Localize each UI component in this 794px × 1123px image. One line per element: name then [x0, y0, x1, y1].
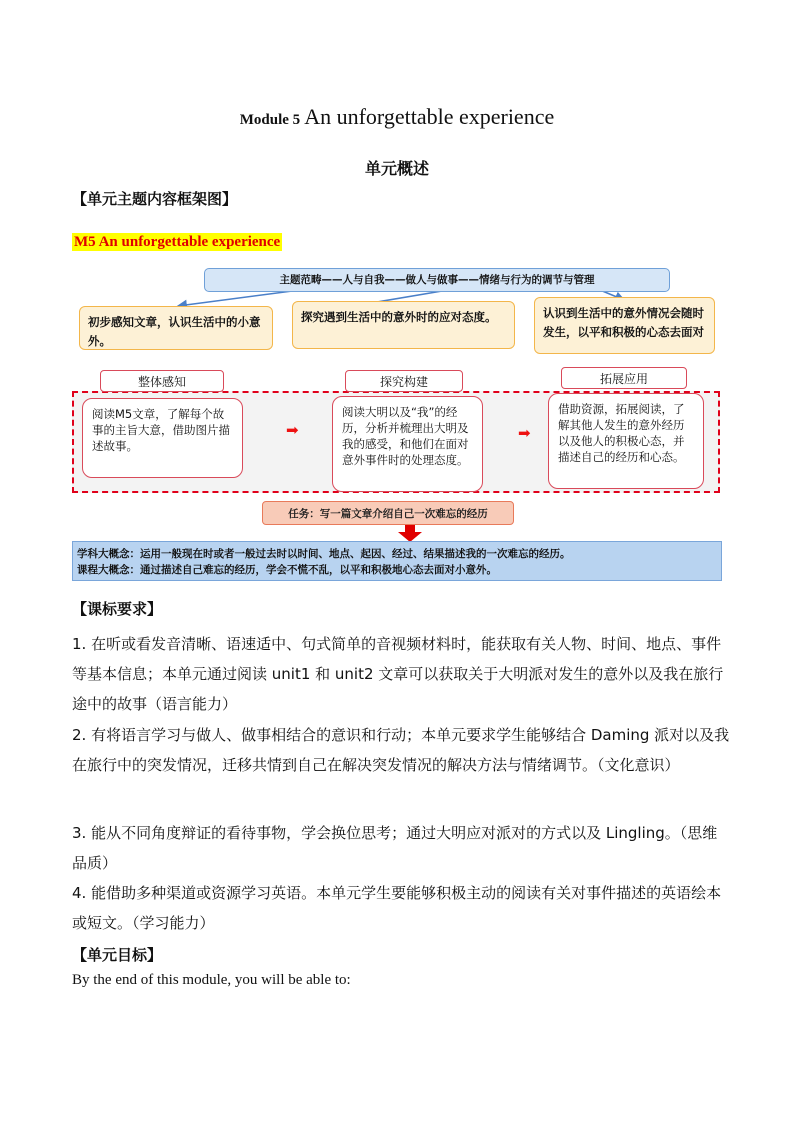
module-number: Module 5	[239, 112, 301, 128]
objectives-heading: 【单元目标】	[72, 946, 163, 964]
standard-item-1: 1. 在听或看发音清晰、语速适中、句式简单的音视频材料时，能获取有关人物、时间、地点、事件等基本信息；本单元通过阅读 unit1 和 unit2 文章可以获取关于大明派对发生的意外以及我在旅行途中的故事（语言能力）	[72, 635, 724, 713]
framework-label: M5 An unforgettable experience	[74, 234, 281, 250]
standard-item-3: 3. 能从不同角度辩证的看待事物，学会换位思考；通过大明应对派对的方式以及 Lingling。（思维品质）	[72, 824, 718, 872]
stage-tag-3: 拓展应用	[561, 367, 687, 389]
goal-box-3: 认识到生活中的意外情况会随时发生，以平和积极的心态去面对	[534, 297, 715, 354]
standards-heading: 【课标要求】	[72, 600, 163, 618]
task-box: 任务：写一篇文章介绍自己一次难忘的经历	[262, 501, 514, 525]
goal-box-1: 初步感知文章，认识生活中的小意外。	[79, 306, 273, 350]
course-big-concept: 课程大概念：通过描述自己难忘的经历，学会不慌不乱，以平和积极地心态去面对小意外。	[77, 564, 497, 576]
standard-item-4: 4. 能借助多种渠道或资源学习英语。本单元学生要能够积极主动的阅读有关对事件描述的英语绘本或短文。（学习能力）	[72, 884, 722, 932]
stage-content-2: 阅读大明以及“我”的经历，分析并梳理出大明及我的感受，和他们在面对意外事件时的处理态度。	[332, 396, 483, 492]
objectives-intro: By the end of this module, you will be able to:	[72, 972, 351, 988]
stage-tag-1: 整体感知	[100, 370, 224, 392]
right-arrow-icon: ➡	[518, 424, 531, 442]
goal-box-2: 探究遇到生活中的意外时的应对态度。	[292, 301, 515, 349]
subject-big-concept: 学科大概念：运用一般现在时或者一般过去时以时间、地点、起因、经过、结果描述我的一次难忘的经历。	[77, 548, 571, 560]
framework-heading: 【单元主题内容框架图】	[72, 190, 238, 208]
standard-item-2: 2. 有将语言学习与做人、做事相结合的意识和行动；本单元要求学生能够结合 Daming 派对以及我在旅行中的突发情况，迁移共情到自己在解决突发情况的解决方法与情绪调节。（文化意识）	[72, 726, 730, 774]
stage-tag-2: 探究构建	[345, 370, 463, 392]
module-name: An unforgettable experience	[304, 104, 555, 129]
stage-content-1: 阅读M5文章，了解每个故事的主旨大意，借助图片描述故事。	[82, 398, 243, 478]
theme-category-bar: 主题范畴——人与自我——做人与做事——情绪与行为的调节与管理	[204, 268, 670, 292]
arrow-to-goal-1	[178, 290, 300, 306]
stage-content-3: 借助资源，拓展阅读，了解其他人发生的意外经历以及他人的积极心态，并描述自己的经历和心态。	[548, 393, 704, 489]
unit-overview-title: 单元概述	[364, 159, 429, 178]
big-concepts-band	[72, 541, 722, 581]
right-arrow-icon: ➡	[286, 421, 299, 439]
